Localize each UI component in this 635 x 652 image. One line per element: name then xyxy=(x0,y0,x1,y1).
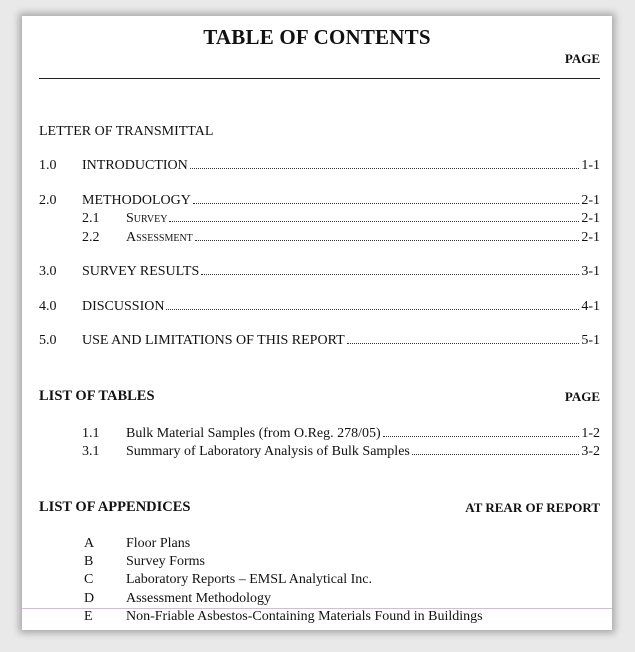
dot-leader xyxy=(190,168,580,169)
header-rule xyxy=(39,78,600,79)
dot-leader xyxy=(195,240,580,241)
table-entry-lab-analysis[interactable] xyxy=(126,444,600,460)
toc-entry-introduction[interactable] xyxy=(82,158,600,174)
dot-leader xyxy=(347,343,580,344)
table-entry-page: 3-2 xyxy=(581,444,600,459)
table-entry-label: Summary of Laboratory Analysis of Bulk Samples xyxy=(126,444,410,459)
appendix-letter: D xyxy=(84,591,95,606)
toc-entry-label: Survey xyxy=(126,211,168,226)
table-entry-bulk-material[interactable] xyxy=(126,426,600,442)
appendix-letter: A xyxy=(84,536,95,551)
document-title: TABLE OF CONTENTS xyxy=(203,25,431,49)
dot-leader xyxy=(412,454,579,455)
table-number: 1.1 xyxy=(82,426,100,441)
tables-page-label: PAGE xyxy=(564,389,600,404)
toc-entry-survey[interactable] xyxy=(126,211,600,227)
appendix-survey-forms[interactable]: Survey Forms xyxy=(126,554,205,569)
table-number: 3.1 xyxy=(82,444,100,459)
dot-leader xyxy=(166,309,579,310)
section-number: 1.0 xyxy=(39,158,57,173)
toc-entry-page: 4-1 xyxy=(581,299,600,314)
toc-entry-label: Assessment xyxy=(126,230,193,245)
toc-entry-label: DISCUSSION xyxy=(82,299,165,314)
list-of-appendices-heading: LIST OF APPENDICES xyxy=(39,499,191,515)
toc-entry-discussion[interactable] xyxy=(82,299,600,315)
toc-entry-label: INTRODUCTION xyxy=(82,158,188,173)
appendix-letter: E xyxy=(84,609,93,624)
appendix-floor-plans[interactable]: Floor Plans xyxy=(126,536,191,551)
toc-entry-label: SURVEY RESULTS xyxy=(82,264,200,279)
section-number: 5.0 xyxy=(39,333,57,348)
toc-entry-methodology[interactable] xyxy=(82,193,600,209)
appendix-non-friable-acm[interactable]: Non-Friable Asbestos-Containing Materials Found in Buildings xyxy=(126,609,483,624)
toc-entry-label: METHODOLOGY xyxy=(82,193,191,208)
dot-leader xyxy=(193,203,579,204)
section-number: 3.0 xyxy=(39,264,57,279)
dot-leader xyxy=(383,436,580,437)
appendix-letter: C xyxy=(84,572,94,587)
appendices-location-label: AT REAR OF REPORT xyxy=(465,500,600,515)
subsection-number: 2.1 xyxy=(82,211,100,226)
subsection-number: 2.2 xyxy=(82,230,100,245)
dot-leader xyxy=(201,274,579,275)
toc-entry-page: 2-1 xyxy=(581,230,600,245)
dot-leader xyxy=(169,221,579,222)
toc-entry-use-and-limitations[interactable] xyxy=(82,333,600,349)
appendix-letter: B xyxy=(84,554,94,569)
section-number: 4.0 xyxy=(39,299,57,314)
toc-entry-page: 3-1 xyxy=(581,264,600,279)
toc-entry-label: USE AND LIMITATIONS OF THIS REPORT xyxy=(82,333,345,348)
section-number: 2.0 xyxy=(39,193,57,208)
letter-of-transmittal: LETTER OF TRANSMITTAL xyxy=(39,124,214,139)
toc-entry-page: 2-1 xyxy=(581,193,600,208)
appendix-assessment-methodology[interactable]: Assessment Methodology xyxy=(126,591,272,606)
toc-entry-assessment[interactable] xyxy=(126,230,600,246)
toc-entry-page: 2-1 xyxy=(581,211,600,226)
toc-entry-page: 1-1 xyxy=(581,158,600,173)
table-entry-label: Bulk Material Samples (from O.Reg. 278/05) xyxy=(126,426,381,441)
table-entry-page: 1-2 xyxy=(581,426,600,441)
appendix-lab-reports[interactable]: Laboratory Reports – EMSL Analytical Inc. xyxy=(126,572,372,587)
toc-entry-survey-results[interactable] xyxy=(82,264,600,280)
document-page xyxy=(22,16,612,630)
toc-entry-page: 5-1 xyxy=(581,333,600,348)
list-of-tables-heading: LIST OF TABLES xyxy=(39,388,155,404)
page-column-label: PAGE xyxy=(564,51,600,66)
